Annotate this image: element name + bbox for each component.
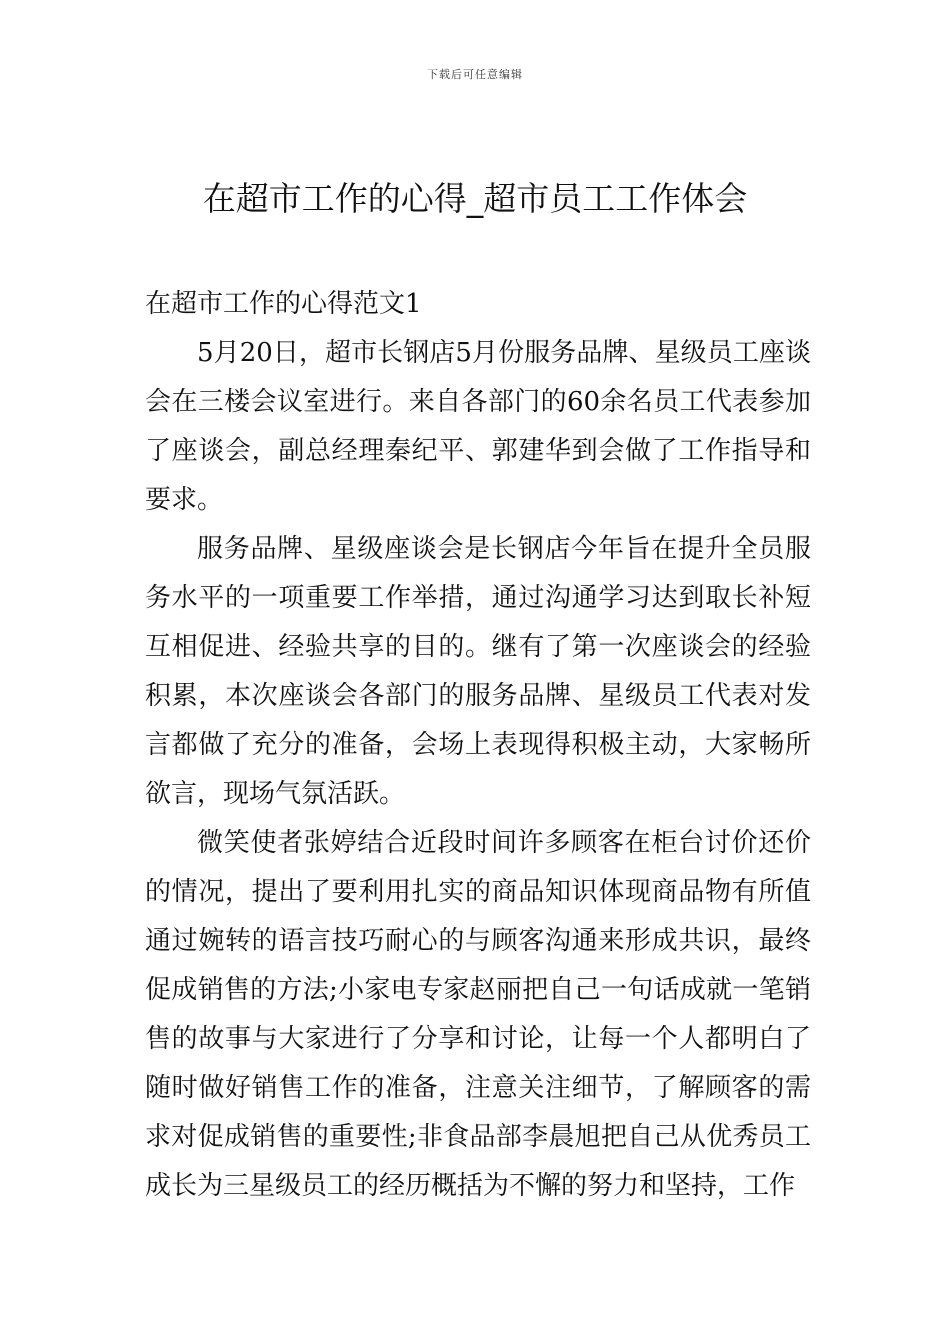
section-heading: 在超市工作的心得范文1 [145, 289, 422, 319]
paragraph-2: 服务品牌、星级座谈会是长钢店今年旨在提升全员服务水平的一项重要工作举措，通过沟通学习达到取长补短互相促进、经验共享的目的。继有了第一次座谈会的经验积累，本次座谈会各部门的服务品牌、星级员工代表对发言都做了充分的准备，会场上表现得积极主动，大家畅所欲言，现场气氛活跃。 [145, 534, 811, 809]
document-title: 在超市工作的心得_超市员工工作体会 [202, 179, 748, 218]
paragraph-3: 微笑使者张婷结合近段时间许多顾客在柜台讨价还价的情况，提出了要利用扎实的商品知识体现商品物有所值通过婉转的语言技巧耐心的与顾客沟通来形成共识，最终促成销售的方法;小家电专家赵丽把自己一句话成就一笔销售的故事与大家进行了分享和讨论，让每一个人都明白了随时做好销售工作的准备，注意关注细节，了解顾客的需求对促成销售的重要性;非食品部李晨旭把自己从优秀员工成长为三星级员工的经历概括为不懈的努力和坚持，工作 [145, 828, 811, 1201]
paragraph-1: 5月20日，超市长钢店5月份服务品牌、星级员工座谈会在三楼会议室进行。来自各部门的60余名员工代表参加了座谈会，副总经理秦纪平、郭建华到会做了工作指导和要求。 [145, 338, 811, 515]
document-body [145, 280, 811, 1211]
header-note: 下载后可任意编辑 [427, 68, 523, 81]
